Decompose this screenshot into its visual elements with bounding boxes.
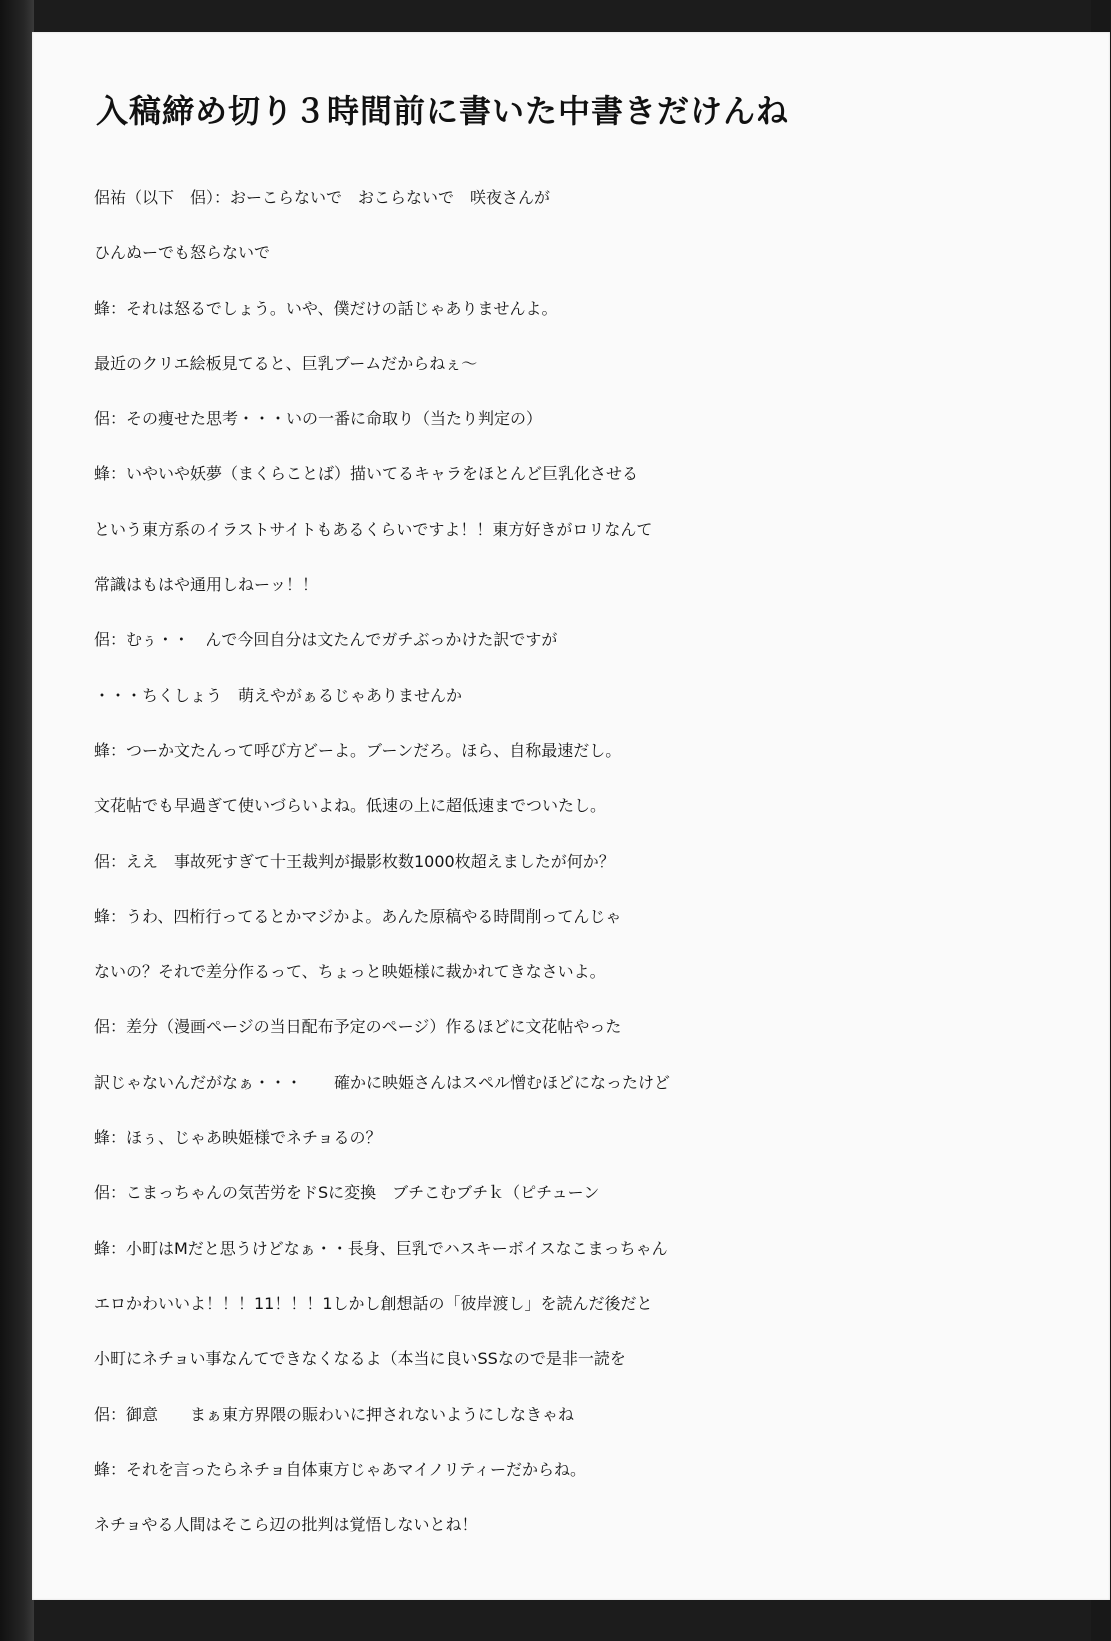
text-line: 侶：ええ 事故死すぎて十王裁判が撮影枚数1000枚超えましたが何か？	[94, 851, 615, 871]
text-line: 訳じゃないんだがなぁ・・・ 確かに映姫さんはスペル憎むほどになったけど	[94, 1072, 671, 1092]
page-heading: 入稿締め切り３時間前に書いた中書きだけんね	[96, 92, 790, 130]
text-line: 侶：こまっちゃんの気苦労をドSに変換 ブチこむブチｋ（ピチューン	[94, 1183, 600, 1203]
text-line: ひんぬーでも怒らないで	[94, 243, 271, 263]
text-line: 蜂：つーか文たんって呼び方どーよ。ブーンだろ。ほら、自称最速だし。	[94, 740, 622, 760]
text-line: ないの？それで差分作るって、ちょっと映姫様に裁かれてきなさいよ。	[94, 962, 606, 982]
text-line: という東方系のイラストサイトもあるくらいですよ！！東方好きがロリなんて	[94, 519, 653, 539]
text-line: 侶：その痩せた思考・・・いの一番に命取り（当たり判定の）	[94, 409, 543, 429]
text-line: 侶：差分（漫画ページの当日配布予定のページ）作るほどに文花帖やった	[94, 1017, 622, 1037]
scan-border-left	[0, 0, 34, 1641]
text-line: 蜂：それを言ったらネチョ自体東方じゃあマイノリティーだからね。	[94, 1459, 587, 1479]
text-line: 蜂：それは怒るでしょう。いや、僕だけの話じゃありませんよ。	[94, 298, 558, 318]
dialogue-body	[94, 170, 1104, 1552]
document-page	[32, 32, 1110, 1600]
text-line: 蜂：いやいや妖夢（まくらことば）描いてるキャラをほとんど巨乳化させる	[94, 464, 639, 484]
text-line: ネチョやる人間はそこら辺の批判は覚悟しないとね！	[94, 1515, 478, 1535]
text-line: 最近のクリエ絵板見てると、巨乳ブームだからねぇ～	[94, 353, 478, 373]
text-line: 蜂：小町はMだと思うけどなぁ・・長身、巨乳でハスキーボイスなこまっちゃん	[94, 1238, 668, 1258]
text-line: 蜂：ほぅ、じゃあ映姫様でネチョるの？	[94, 1128, 382, 1148]
text-line: ・・・ちくしょう 萌えやがぁるじゃありませんか	[94, 685, 463, 705]
text-line: 常識はもはや通用しねーッ！！	[94, 575, 319, 595]
text-line: 文花帖でも早過ぎて使いづらいよね。低速の上に超低速までついたし。	[94, 796, 607, 816]
text-line: エロかわいいよ！！！11！！！1しかし創想話の「彼岸渡し」を読んだ後だと	[94, 1293, 653, 1313]
text-line: 蜂：うわ、四桁行ってるとかマジかよ。あんた原稿やる時間削ってんじゃ	[94, 906, 622, 926]
text-line: 侶祐（以下 侶）：おーこらないで おこらないで 咲夜さんが	[94, 188, 551, 207]
text-line: 小町にネチョい事なんてできなくなるよ（本当に良いSSなので是非一読を	[94, 1349, 626, 1369]
text-line: 侶：御意 まぁ東方界隈の賑わいに押されないようにしなきゃね	[94, 1404, 575, 1424]
text-line: 侶：むぅ・・ んで今回自分は文たんでガチぶっかけた訳ですが	[94, 630, 558, 650]
